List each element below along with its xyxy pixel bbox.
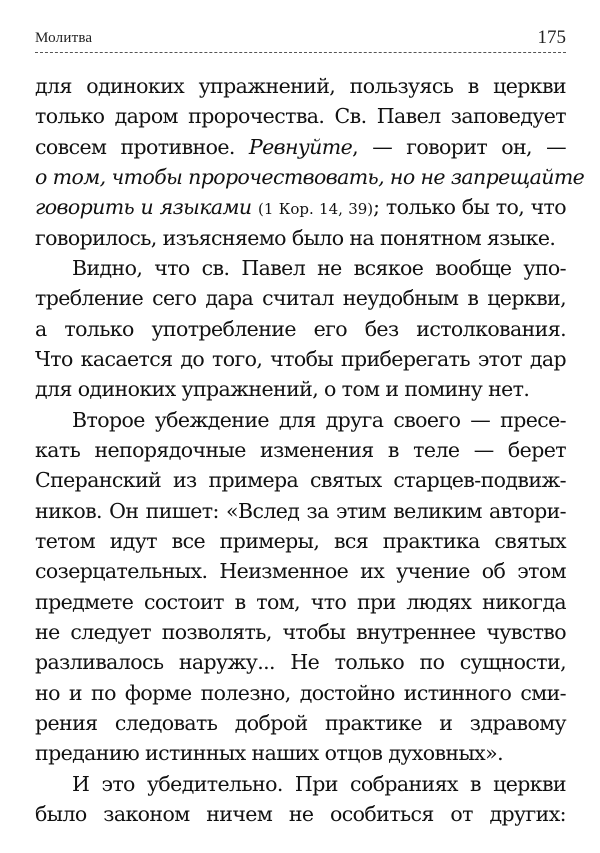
paragraph-4 <box>35 769 566 830</box>
text-line: Сперанский из примера святых старцев-подвиж- <box>35 468 566 493</box>
text-line: ников. Он пишет: «Вслед за этим великим автори- <box>35 498 566 523</box>
text-line: рения следовать доброй практике и здравому <box>35 710 566 735</box>
page-header <box>35 26 566 53</box>
text-line: Второе убеждение для друга своего — пресе- <box>72 407 566 432</box>
text-line: а только употребление его без истолкования. <box>35 316 566 341</box>
text-line: было законом ничем не особиться от других: <box>35 801 566 826</box>
text-line: тетом идут все примеры, вся практика святых <box>35 528 566 553</box>
text-fragment: , — говорит он, — <box>352 134 566 159</box>
text-line: говорилось, изъясняемо было на понятном языке. <box>35 225 556 250</box>
page-number: 175 <box>537 27 566 48</box>
text-fragment: ; только бы то, что <box>373 195 567 220</box>
text-line <box>35 132 566 162</box>
paragraph-2 <box>35 253 566 405</box>
scripture-reference: (1 Кор. 14, 39) <box>258 200 374 219</box>
text-line: созерцательных. Неизменное их учение об этом <box>35 559 566 584</box>
paragraph-3 <box>35 405 566 769</box>
text-line <box>35 192 566 222</box>
text-line: но и по форме полезно, достойно истинного сми- <box>35 680 566 705</box>
text-line: Видно, что св. Павел не всякое вообще упо- <box>72 255 566 280</box>
running-title: Молитва <box>35 30 93 46</box>
text-line: предмете состоит в том, что при людях никогда <box>35 589 566 614</box>
text-line: И это убедительно. При собраниях в церкви <box>72 771 566 796</box>
text-fragment: совсем противное. <box>35 134 235 159</box>
text-line: кать непорядочные изменения в теле — берет <box>35 437 566 462</box>
italic-quote: Ревнуйте <box>248 134 353 159</box>
italic-quote: говорить и языками <box>35 195 252 220</box>
paragraph-1 <box>35 71 585 253</box>
text-line: преданию истинных наших отцов духовных». <box>35 741 504 766</box>
text-line: Что касается до того, чтобы приберегать этот дар <box>35 346 566 371</box>
text-line: не следует позволять, чтобы внутреннее чувство <box>35 619 566 644</box>
text-line: разливалось наружу... Не только по сущности, <box>35 650 566 675</box>
italic-quote-line: о том, чтобы пророчествовать, но не запрещайте <box>35 164 585 189</box>
text-line: для одиноких упражнений, о том и помину нет. <box>35 377 530 402</box>
text-body <box>35 71 585 829</box>
text-line: только даром пророчества. Св. Павел заповедует <box>35 104 566 129</box>
text-line: для одиноких упражнений, пользуясь в церкви <box>35 74 566 98</box>
text-line: требление сего дара считал неудобным в церкви, <box>35 286 566 311</box>
